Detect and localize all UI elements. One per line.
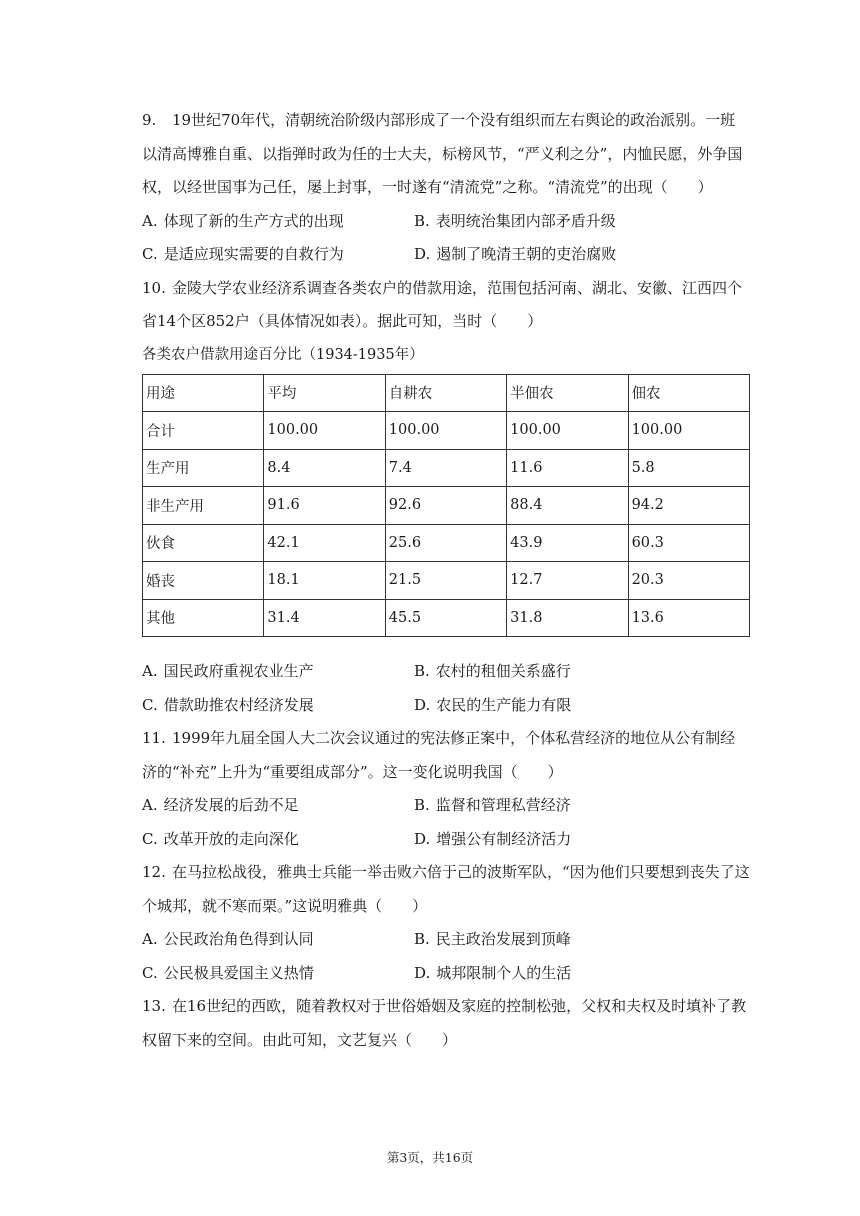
option-letter: B. bbox=[414, 211, 430, 230]
table-caption: 各类农户借款用途百分比（1934-1935年） bbox=[142, 346, 424, 363]
option-text: 遏制了晚清王朝的吏治腐败 bbox=[436, 245, 617, 263]
option-text: 体现了新的生产方式的出现 bbox=[163, 211, 344, 230]
option-a bbox=[142, 789, 414, 823]
question-number: 12. bbox=[142, 863, 166, 881]
question-10 bbox=[142, 272, 750, 723]
table-header-cell: 平均 bbox=[264, 374, 385, 412]
option-text: 农村的租佃关系盛行 bbox=[435, 662, 571, 680]
question-number: 11. bbox=[142, 729, 166, 747]
option-text: 城邦限制个人的生活 bbox=[436, 963, 572, 982]
table-row bbox=[143, 562, 750, 600]
table-cell: 100.00 bbox=[507, 412, 628, 450]
option-text: 借款助推农村经济发展 bbox=[163, 695, 314, 714]
loan-usage-table bbox=[142, 374, 750, 638]
table-cell: 13.6 bbox=[628, 599, 749, 637]
option-d bbox=[414, 238, 686, 272]
table-cell: 92.6 bbox=[385, 487, 506, 525]
options-row bbox=[142, 923, 750, 957]
question-9 bbox=[142, 104, 750, 272]
question-number: 10. bbox=[142, 278, 166, 297]
table-cell: 18.1 bbox=[264, 562, 385, 600]
table-cell: 100.00 bbox=[628, 412, 749, 450]
table-header-cell: 用途 bbox=[143, 374, 264, 412]
question-11 bbox=[142, 722, 750, 856]
option-text: 增强公有制经济活力 bbox=[436, 829, 572, 848]
table-cell: 91.6 bbox=[264, 487, 385, 525]
table-cell: 8.4 bbox=[264, 449, 385, 487]
table-header-cell: 自耕农 bbox=[385, 374, 506, 412]
option-letter: A. bbox=[142, 930, 158, 948]
option-letter: D. bbox=[414, 829, 431, 848]
option-a bbox=[142, 205, 414, 239]
option-letter: A. bbox=[142, 211, 158, 230]
table-cell: 12.7 bbox=[507, 562, 628, 600]
table-cell: 45.5 bbox=[385, 599, 506, 637]
option-text: 经济发展的后劲不足 bbox=[163, 796, 299, 814]
question-12 bbox=[142, 856, 750, 990]
option-letter: D. bbox=[414, 245, 431, 263]
option-text: 农民的生产能力有限 bbox=[436, 695, 572, 714]
question-number: 13. bbox=[142, 997, 166, 1015]
table-cell: 合计 bbox=[143, 412, 264, 450]
option-c bbox=[142, 238, 414, 272]
option-text: 公民极具爱国主义热情 bbox=[163, 963, 314, 982]
question-stem bbox=[142, 722, 750, 789]
page-footer: 第3页，共16页 bbox=[386, 1150, 474, 1165]
table-cell: 94.2 bbox=[628, 487, 749, 525]
option-a bbox=[142, 923, 414, 957]
table-cell: 11.6 bbox=[507, 449, 628, 487]
question-stem bbox=[142, 272, 750, 339]
options-row bbox=[142, 789, 750, 823]
table-cell: 42.1 bbox=[264, 524, 385, 562]
option-letter: A. bbox=[142, 796, 158, 814]
option-letter: C. bbox=[142, 245, 158, 263]
options-row bbox=[142, 238, 750, 272]
table-cell: 100.00 bbox=[264, 412, 385, 450]
table-row bbox=[143, 524, 750, 562]
option-b bbox=[414, 655, 686, 689]
table-cell: 21.5 bbox=[385, 562, 506, 600]
option-letter: A. bbox=[142, 662, 158, 680]
option-b bbox=[414, 923, 686, 957]
option-text: 监督和管理私营经济 bbox=[435, 796, 571, 814]
question-text: 在马拉松战役，雅典士兵能一举击败六倍于己的波斯军队，“因为他们只要想到丧失了这个城邦，就不寒而栗。”这说明雅典（ ） bbox=[142, 863, 750, 915]
option-d bbox=[414, 957, 686, 991]
table-cell: 88.4 bbox=[507, 487, 628, 525]
table-row bbox=[143, 599, 750, 637]
table-cell: 31.8 bbox=[507, 599, 628, 637]
option-text: 是适应现实需要的自救行为 bbox=[163, 245, 344, 263]
table-row bbox=[143, 449, 750, 487]
table-cell: 婚丧 bbox=[143, 562, 264, 600]
table-cell: 25.6 bbox=[385, 524, 506, 562]
option-letter: C. bbox=[142, 695, 158, 714]
option-d bbox=[414, 823, 686, 857]
table-row bbox=[143, 487, 750, 525]
question-stem bbox=[142, 856, 750, 923]
question-stem bbox=[142, 104, 750, 205]
table-row bbox=[143, 412, 750, 450]
question-number: 9. bbox=[142, 111, 157, 129]
option-b bbox=[414, 789, 686, 823]
options-row bbox=[142, 823, 750, 857]
option-c bbox=[142, 957, 414, 991]
question-text: 19世纪70年代，清朝统治阶级内部形成了一个没有组织而左右舆论的政治派别。一班以清高博雅自重、以指弹时政为任的士大夫，标榜风节，“严义利之分”，内恤民愿，外争国权，以经世国事为己任，屡上封事，一时遂有“清流党”之称。“清流党”的出现（ ） bbox=[142, 111, 743, 196]
question-text: 1999年九届全国人大二次会议通过的宪法修正案中，个体私营经济的地位从公有制经济的“补充”上升为“重要组成部分”。这一变化说明我国（ ） bbox=[142, 729, 736, 781]
options-row bbox=[142, 689, 750, 723]
table-cell: 5.8 bbox=[628, 449, 749, 487]
page-content bbox=[142, 104, 750, 1057]
question-stem bbox=[142, 990, 750, 1057]
table-cell: 非生产用 bbox=[143, 487, 264, 525]
options-row bbox=[142, 957, 750, 991]
table-cell: 100.00 bbox=[385, 412, 506, 450]
table-cell: 60.3 bbox=[628, 524, 749, 562]
table-cell: 20.3 bbox=[628, 562, 749, 600]
option-text: 公民政治角色得到认同 bbox=[163, 930, 314, 948]
question-text: 在16世纪的西欧，随着教权对于世俗婚姻及家庭的控制松弛，父权和夫权及时填补了教权留下来的空间。由此可知，文艺复兴（ ） bbox=[142, 997, 747, 1049]
option-letter: C. bbox=[142, 829, 158, 848]
table-cell: 伙食 bbox=[143, 524, 264, 562]
option-b bbox=[414, 205, 686, 239]
option-letter: B. bbox=[414, 662, 430, 680]
question-13 bbox=[142, 990, 750, 1057]
option-c bbox=[142, 689, 414, 723]
option-letter: B. bbox=[414, 930, 430, 948]
option-text: 国民政府重视农业生产 bbox=[163, 662, 314, 680]
option-text: 表明统治集团内部矛盾升级 bbox=[435, 211, 616, 230]
table-header-row bbox=[143, 374, 750, 412]
option-text: 民主政治发展到顶峰 bbox=[435, 930, 571, 948]
option-c bbox=[142, 823, 414, 857]
option-letter: C. bbox=[142, 963, 158, 982]
option-text: 改革开放的走向深化 bbox=[163, 829, 299, 848]
option-a bbox=[142, 655, 414, 689]
option-letter: D. bbox=[414, 695, 431, 714]
options-row bbox=[142, 655, 750, 689]
table-cell: 31.4 bbox=[264, 599, 385, 637]
option-letter: D. bbox=[414, 963, 431, 982]
table-header-cell: 佃农 bbox=[628, 374, 749, 412]
option-d bbox=[414, 689, 686, 723]
option-letter: B. bbox=[414, 796, 430, 814]
options-row bbox=[142, 205, 750, 239]
table-cell: 7.4 bbox=[385, 449, 506, 487]
table-header-cell: 半佃农 bbox=[507, 374, 628, 412]
table-cell: 其他 bbox=[143, 599, 264, 637]
question-text: 金陵大学农业经济系调查各类农户的借款用途，范围包括河南、湖北、安徽、江西四个省14个区852户（具体情况如表）。据此可知，当时（ ） bbox=[142, 278, 743, 330]
table-cell: 生产用 bbox=[143, 449, 264, 487]
table-cell: 43.9 bbox=[507, 524, 628, 562]
